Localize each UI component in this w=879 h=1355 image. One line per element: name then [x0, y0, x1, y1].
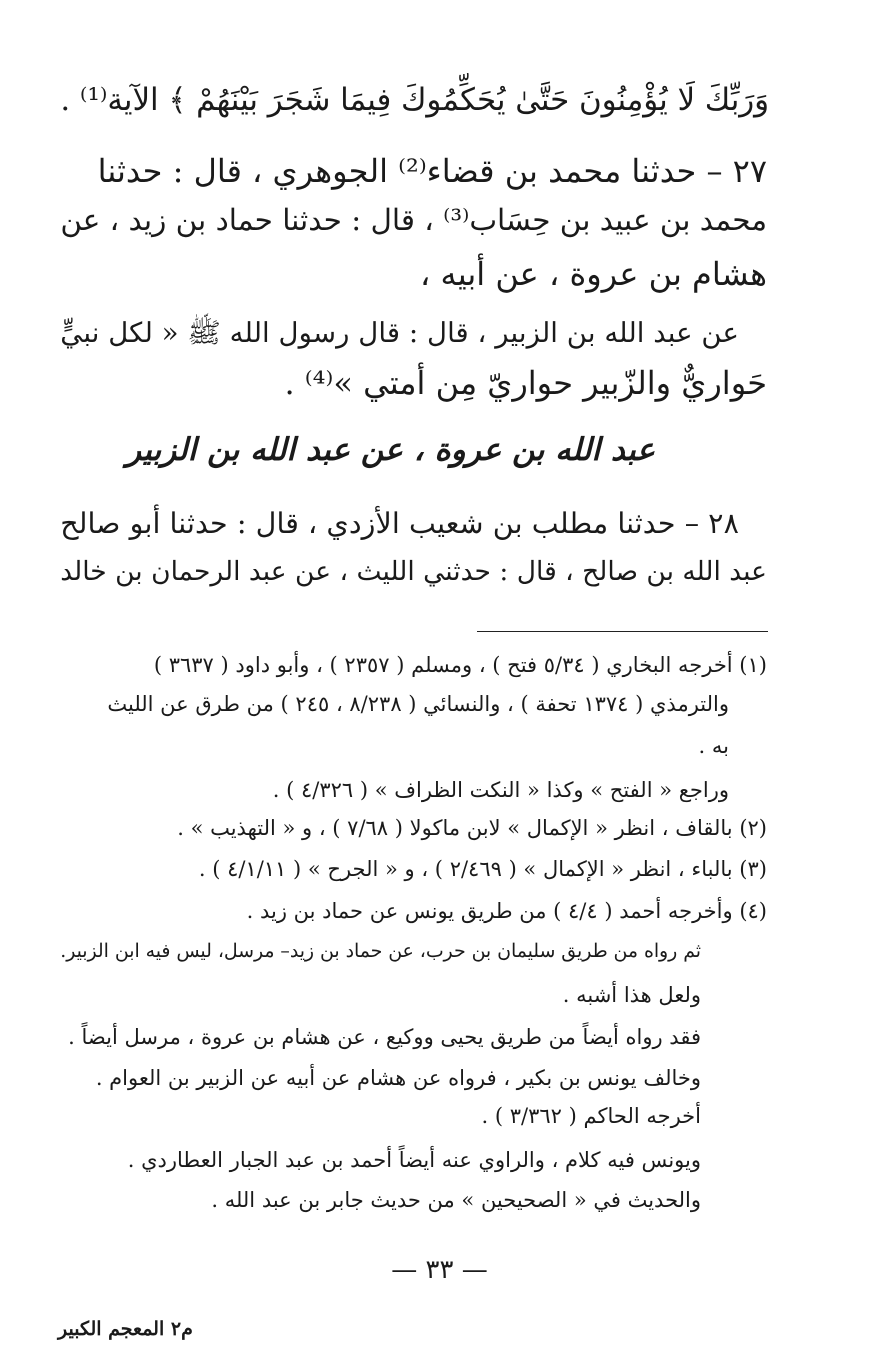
footnote-4-line-5: وخالف يونس بن بكير ، فرواه عن هشام عن أبيه عن الزبير بن العوام . [95, 1066, 701, 1090]
hadith-27-line-1: ٢٧ – حدثنا محمد بن قضاء⁽²⁾ الجوهري ، قال : حدثنا [97, 152, 767, 190]
footnote-4-line-8: والحديث في « الصحيحين » من حديث جابر بن عبد الله . [211, 1188, 701, 1212]
hadith-27-line-5: حَواريٌّ والزّبير حواريّ مِن أمتي »⁽⁴⁾ . [284, 364, 767, 402]
page-number: — ٣٣ — [391, 1255, 488, 1285]
footnote-3: (٣) بالباء ، انظر « الإكمال » ( ٢/٤٦٩ ) ، و « الجرح » ( ٤/١/١١ ) . [198, 857, 767, 881]
footnote-1-line-3: به . [698, 734, 729, 758]
footnote-1-line-4: وراجع « الفتح » وكذا « النكت الظراف » ( ٤/٣٢٦ ) . [272, 778, 729, 802]
book-footer-signature: م٢ المعجم الكبير [58, 1318, 193, 1340]
hadith-28-line-2: عبد الله بن صالح ، قال : حدثني الليث ، عن عبد الرحمان بن خالد [60, 556, 767, 587]
footnote-4-line-7: ويونس فيه كلام ، والراوي عنه أيضاً أحمد بن عبد الجبار العطاردي . [127, 1148, 701, 1172]
footnote-4-line-4: فقد رواه أيضاً من طريق يحيى ووكيع ، عن هشام بن عروة ، مرسل أيضاً . [68, 1025, 701, 1049]
quran-verse-line: وَرَبِّكَ لَا يُؤْمِنُونَ حَتَّىٰ يُحَكِّمُوكَ فِيمَا شَجَرَ بَيْنَهُمْ ﴾ الآية⁽¹⁾ . [60, 82, 769, 118]
footnote-1-line-2: والترمذي ( ١٣٧٤ تحفة ) ، والنسائي ( ٨/٢٣٨ ، ٢٤٥ ) من طرق عن الليث [107, 692, 729, 716]
hadith-28-line-1: ٢٨ – حدثنا مطلب بن شعيب الأزدي ، قال : حدثنا أبو صالح [60, 506, 739, 540]
footnote-2: (٢) بالقاف ، انظر « الإكمال » لابن ماكولا ( ٧/٦٨ ) ، و « التهذيب » . [177, 816, 767, 840]
hadith-27-line-2: محمد بن عبيد بن حِسَاب⁽³⁾ ، قال : حدثنا حماد بن زيد ، عن [60, 203, 767, 237]
footnote-4-line-6: أخرجه الحاكم ( ٣/٣٦٢ ) . [481, 1104, 701, 1128]
footnote-1-line-1: (١) أخرجه البخاري ( ٥/٣٤ فتح ) ، ومسلم ( ٢٣٥٧ ) ، وأبو داود ( ٣٦٣٧ ) [153, 653, 767, 677]
footnote-4-line-1: (٤) وأخرجه أحمد ( ٤/٤ ) من طريق يونس عن حماد بن زيد . [246, 899, 767, 923]
hadith-27-line-4: عن عبد الله بن الزبير ، قال : قال رسول الله ﷺ « لكل نبيٍّ [60, 316, 739, 349]
footnote-4-line-2: ثم رواه من طريق سليمان بن حرب، عن حماد بن زيد– مرسل، ليس فيه ابن الزبير. [60, 941, 701, 962]
hadith-27-line-3: هشام بن عروة ، عن أبيه ، [420, 255, 767, 293]
footnote-separator [477, 631, 768, 632]
section-heading: عبد الله بن عروة ، عن عبد الله بن الزبير [126, 432, 655, 468]
footnote-4-line-3: ولعل هذا أشبه . [562, 983, 701, 1007]
